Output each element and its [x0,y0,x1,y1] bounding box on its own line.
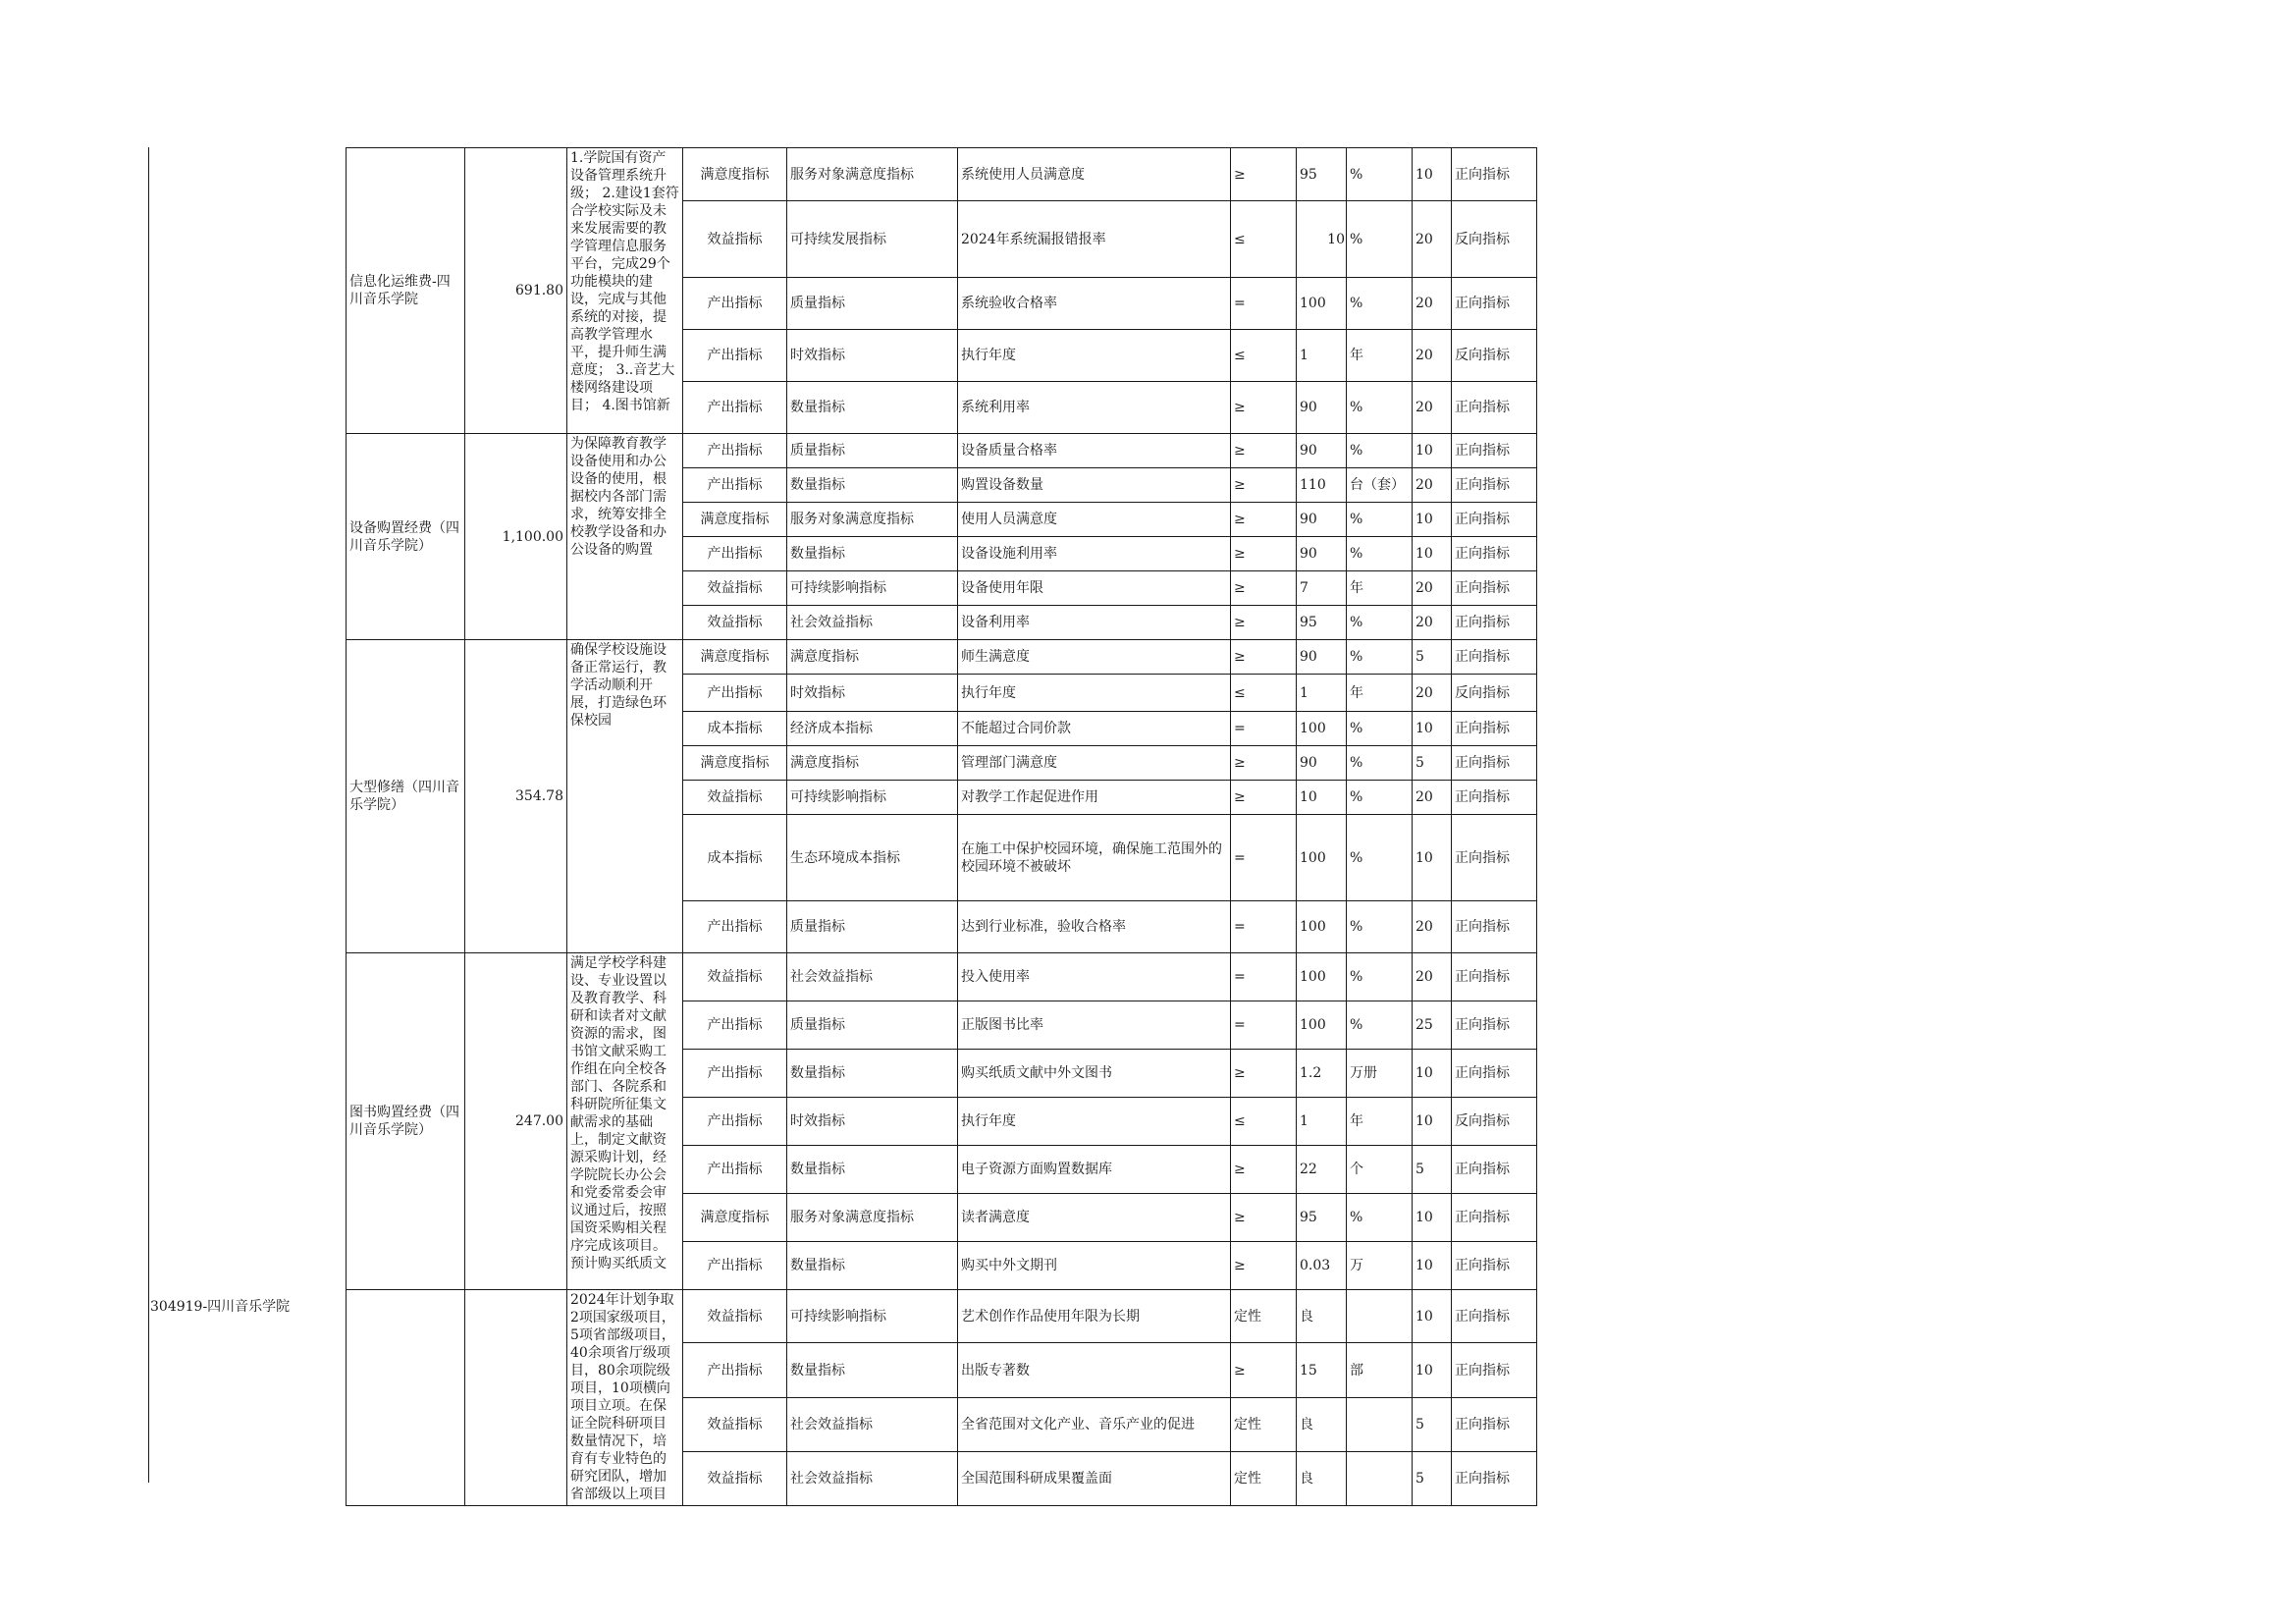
indicator-level1-cell: 效益指标 [683,1290,787,1343]
indicator-level1-cell: 满意度指标 [683,640,787,675]
indicator-operator-cell: ≥ [1231,434,1297,468]
indicator-value-cell: 100 [1297,712,1347,746]
indicator-level3-cell: 系统利用率 [958,382,1231,434]
indicator-unit-cell: % [1347,781,1413,815]
project-goal-text: 满足学校学科建设、专业设置以及教育教学、科研和读者对文献资源的需求，图书馆文献采购工作组在向全校各部门、各院系和科研院所征集文献需求的基础上，制定文献资源采购计划，经学院院长办公会和党委常委会审议通过后，按照国资采购相关程序完成该项目。预计购买纸质文 [570,954,667,1271]
indicator-level2-cell: 质量指标 [787,1001,958,1050]
indicator-operator-cell: ≤ [1231,1098,1297,1146]
indicator-level3-cell: 设备使用年限 [958,571,1231,606]
indicator-value-cell: 90 [1297,434,1347,468]
unit-name: 304919-四川音乐学院 [150,1299,291,1315]
indicator-unit-cell: 年 [1347,675,1413,712]
indicator-unit-cell: % [1347,815,1413,901]
indicator-level2-cell: 数量指标 [787,1146,958,1194]
indicator-weight-cell: 20 [1413,571,1452,606]
indicator-level2-cell: 数量指标 [787,382,958,434]
indicator-unit-cell: % [1347,712,1413,746]
indicator-operator-cell: ≥ [1231,1242,1297,1290]
indicator-weight-cell: 20 [1413,278,1452,330]
indicator-level1-cell: 满意度指标 [683,1194,787,1242]
indicator-operator-cell: ≥ [1231,746,1297,781]
indicator-level1-cell: 产出指标 [683,1001,787,1050]
indicator-level1-cell: 成本指标 [683,815,787,901]
indicator-value-cell: 7 [1297,571,1347,606]
indicator-value-cell: 良 [1297,1452,1347,1506]
indicator-weight-cell: 5 [1413,640,1452,675]
indicator-operator-cell: ≥ [1231,640,1297,675]
indicator-level2-cell: 可持续影响指标 [787,1290,958,1343]
indicator-unit-cell: % [1347,901,1413,953]
indicator-weight-cell: 5 [1413,1146,1452,1194]
indicator-level3-cell: 执行年度 [958,1098,1231,1146]
indicator-operator-cell: ≥ [1231,503,1297,537]
table-row [347,953,1537,1001]
indicator-direction-cell: 正向指标 [1452,640,1537,675]
indicator-direction-cell: 正向指标 [1452,1050,1537,1098]
indicator-unit-cell: % [1347,1194,1413,1242]
indicator-value-cell: 110 [1297,468,1347,503]
indicator-level3-cell: 购买纸质文献中外文图书 [958,1050,1231,1098]
indicator-operator-cell: ≥ [1231,1194,1297,1242]
indicator-direction-cell: 正向指标 [1452,1242,1537,1290]
indicator-unit-cell: % [1347,148,1413,201]
indicator-value-cell: 15 [1297,1343,1347,1398]
indicator-value-cell: 100 [1297,953,1347,1001]
project-goal-text: 1.学院国有资产设备管理系统升级； 2.建设1套符合学校实际及未来发展需要的教学管理信息服务平台，完成29个功能模块的建设，完成与其他系统的对接，提高教学管理水平，提升师生满意度； 3..音艺大楼网络建设项目； 4.图书馆新 [570,149,679,413]
indicator-level3-cell: 执行年度 [958,330,1231,382]
indicator-level3-cell: 出版专著数 [958,1343,1231,1398]
indicator-level3-cell: 师生满意度 [958,640,1231,675]
indicator-level3-cell: 系统使用人员满意度 [958,148,1231,201]
indicator-weight-cell: 25 [1413,1001,1452,1050]
indicator-level2-cell: 时效指标 [787,675,958,712]
indicator-level1-cell: 成本指标 [683,712,787,746]
indicator-level3-cell: 设备设施利用率 [958,537,1231,571]
indicator-operator-cell: 定性 [1231,1290,1297,1343]
indicator-weight-cell: 20 [1413,330,1452,382]
indicator-level1-cell: 产出指标 [683,537,787,571]
indicator-direction-cell: 正向指标 [1452,278,1537,330]
indicator-direction-cell: 正向指标 [1452,148,1537,201]
indicator-operator-cell: ≥ [1231,606,1297,640]
indicator-operator-cell: ≤ [1231,201,1297,278]
indicator-level1-cell: 产出指标 [683,434,787,468]
indicator-value-cell: 10 [1297,781,1347,815]
indicator-level1-cell: 产出指标 [683,1242,787,1290]
indicator-level2-cell: 数量指标 [787,468,958,503]
indicator-level3-cell: 不能超过合同价款 [958,712,1231,746]
indicator-operator-cell: ≥ [1231,1050,1297,1098]
indicator-direction-cell: 正向指标 [1452,1452,1537,1506]
indicator-level2-cell: 满意度指标 [787,640,958,675]
indicator-value-cell: 90 [1297,382,1347,434]
indicator-unit-cell: % [1347,1001,1413,1050]
indicator-level2-cell: 数量指标 [787,537,958,571]
performance-indicator-table [346,147,1537,1506]
indicator-weight-cell: 10 [1413,1290,1452,1343]
indicator-value-cell: 100 [1297,815,1347,901]
indicator-level3-cell: 艺术创作作品使用年限为长期 [958,1290,1231,1343]
project-goal-cell [567,434,683,640]
indicator-level1-cell: 产出指标 [683,675,787,712]
indicator-value-cell: 95 [1297,148,1347,201]
indicator-value-cell: 1.2 [1297,1050,1347,1098]
indicator-weight-cell: 20 [1413,468,1452,503]
indicator-direction-cell: 正向指标 [1452,781,1537,815]
indicator-unit-cell: % [1347,382,1413,434]
project-goal-cell [567,148,683,434]
indicator-level3-cell: 对教学工作起促进作用 [958,781,1231,815]
project-amount-cell [465,1290,567,1506]
indicator-weight-cell: 20 [1413,675,1452,712]
indicator-value-cell: 90 [1297,746,1347,781]
indicator-value-cell: 良 [1297,1290,1347,1343]
indicator-direction-cell: 正向指标 [1452,1398,1537,1452]
indicator-weight-cell: 10 [1413,712,1452,746]
indicator-weight-cell: 20 [1413,201,1452,278]
indicator-level3-cell: 管理部门满意度 [958,746,1231,781]
indicator-unit-cell: % [1347,640,1413,675]
indicator-direction-cell: 反向指标 [1452,330,1537,382]
indicator-weight-cell: 10 [1413,1343,1452,1398]
indicator-level3-cell: 购买中外文期刊 [958,1242,1231,1290]
indicator-value-cell: 良 [1297,1398,1347,1452]
indicator-level3-cell: 达到行业标准，验收合格率 [958,901,1231,953]
indicator-unit-cell: % [1347,201,1413,278]
indicator-level3-cell: 设备质量合格率 [958,434,1231,468]
project-goal-cell [567,953,683,1290]
indicator-weight-cell: 20 [1413,382,1452,434]
indicator-operator-cell: ≥ [1231,781,1297,815]
indicator-direction-cell: 反向指标 [1452,1098,1537,1146]
indicator-level2-cell: 时效指标 [787,330,958,382]
indicator-unit-cell: 万册 [1347,1050,1413,1098]
indicator-weight-cell: 20 [1413,901,1452,953]
indicator-value-cell: 100 [1297,1001,1347,1050]
indicator-weight-cell: 20 [1413,953,1452,1001]
indicator-unit-cell: 年 [1347,571,1413,606]
indicator-direction-cell: 反向指标 [1452,201,1537,278]
indicator-weight-cell: 20 [1413,606,1452,640]
indicator-weight-cell: 5 [1413,1398,1452,1452]
indicator-level3-cell: 全省范围对文化产业、音乐产业的促进 [958,1398,1231,1452]
indicator-weight-cell: 10 [1413,815,1452,901]
indicator-value-cell: 100 [1297,278,1347,330]
indicator-operator-cell: = [1231,712,1297,746]
indicator-value-cell: 1 [1297,1098,1347,1146]
indicator-level1-cell: 效益指标 [683,606,787,640]
indicator-level2-cell: 数量指标 [787,1343,958,1398]
indicator-weight-cell: 10 [1413,148,1452,201]
indicator-direction-cell: 正向指标 [1452,712,1537,746]
project-name-cell [347,1290,465,1506]
indicator-level2-cell: 社会效益指标 [787,1452,958,1506]
indicator-weight-cell: 10 [1413,1242,1452,1290]
indicator-level2-cell: 可持续发展指标 [787,201,958,278]
indicator-level2-cell: 质量指标 [787,278,958,330]
project-goal-text: 确保学校设施设备正常运行，教学活动顺利开展，打造绿色环保校园 [570,641,667,729]
indicator-unit-cell: 台（套） [1347,468,1413,503]
indicator-level2-cell: 质量指标 [787,434,958,468]
indicator-level3-cell: 系统验收合格率 [958,278,1231,330]
indicator-level1-cell: 产出指标 [683,330,787,382]
indicator-direction-cell: 正向指标 [1452,606,1537,640]
indicator-direction-cell: 正向指标 [1452,382,1537,434]
indicator-level3-cell: 投入使用率 [958,953,1231,1001]
indicator-unit-cell [1347,1398,1413,1452]
indicator-level2-cell: 社会效益指标 [787,1398,958,1452]
indicator-level3-cell: 电子资源方面购置数据库 [958,1146,1231,1194]
indicator-weight-cell: 10 [1413,537,1452,571]
indicator-level1-cell: 效益指标 [683,1398,787,1452]
indicator-level3-cell: 2024年系统漏报错报率 [958,201,1231,278]
indicator-direction-cell: 正向指标 [1452,1343,1537,1398]
indicator-level1-cell: 满意度指标 [683,503,787,537]
indicator-level1-cell: 产出指标 [683,1098,787,1146]
indicator-level2-cell: 可持续影响指标 [787,571,958,606]
indicator-operator-cell: ≥ [1231,148,1297,201]
indicator-direction-cell: 正向指标 [1452,746,1537,781]
indicator-unit-cell [1347,1290,1413,1343]
indicator-direction-cell: 正向指标 [1452,468,1537,503]
project-amount-cell: 354.78 [465,640,567,953]
indicator-unit-cell: 部 [1347,1343,1413,1398]
indicator-level2-cell: 可持续影响指标 [787,781,958,815]
indicator-unit-cell: % [1347,434,1413,468]
indicator-level1-cell: 效益指标 [683,781,787,815]
indicator-unit-cell: % [1347,537,1413,571]
table-row [347,1290,1537,1343]
indicator-direction-cell: 反向指标 [1452,675,1537,712]
project-amount-cell: 691.80 [465,148,567,434]
indicator-operator-cell: ≤ [1231,675,1297,712]
indicator-level1-cell: 产出指标 [683,382,787,434]
indicator-value-cell: 1 [1297,675,1347,712]
indicator-level2-cell: 生态环境成本指标 [787,815,958,901]
indicator-direction-cell: 正向指标 [1452,537,1537,571]
indicator-level2-cell: 数量指标 [787,1242,958,1290]
indicator-level2-cell: 满意度指标 [787,746,958,781]
indicator-operator-cell: ≥ [1231,1343,1297,1398]
indicator-unit-cell: 个 [1347,1146,1413,1194]
indicator-direction-cell: 正向指标 [1452,1146,1537,1194]
indicator-operator-cell: ≥ [1231,468,1297,503]
indicator-operator-cell: = [1231,278,1297,330]
indicator-weight-cell: 5 [1413,746,1452,781]
indicator-direction-cell: 正向指标 [1452,434,1537,468]
indicator-level2-cell: 社会效益指标 [787,606,958,640]
indicator-level2-cell: 服务对象满意度指标 [787,148,958,201]
indicator-level2-cell: 服务对象满意度指标 [787,503,958,537]
project-amount-cell: 1,100.00 [465,434,567,640]
indicator-unit-cell: 年 [1347,330,1413,382]
table-row [347,640,1537,675]
indicator-operator-cell: ≥ [1231,537,1297,571]
table-row [347,148,1537,201]
project-goal-cell [567,1290,683,1506]
indicator-value-cell: 22 [1297,1146,1347,1194]
indicator-weight-cell: 10 [1413,1050,1452,1098]
indicator-level3-cell: 读者满意度 [958,1194,1231,1242]
indicator-value-cell: 1 [1297,330,1347,382]
indicator-level1-cell: 产出指标 [683,1050,787,1098]
indicator-value-cell: 90 [1297,503,1347,537]
project-goal-cell [567,640,683,953]
indicator-level1-cell: 效益指标 [683,953,787,1001]
indicator-direction-cell: 正向指标 [1452,901,1537,953]
indicator-unit-cell: 年 [1347,1098,1413,1146]
indicator-value-cell: 90 [1297,640,1347,675]
project-name-cell: 信息化运维费-四川音乐学院 [347,148,465,434]
indicator-operator-cell: = [1231,901,1297,953]
indicator-weight-cell: 10 [1413,434,1452,468]
indicator-level3-cell: 使用人员满意度 [958,503,1231,537]
unit-column-rule [148,147,149,1483]
indicator-unit-cell: % [1347,953,1413,1001]
indicator-weight-cell: 10 [1413,503,1452,537]
indicator-level1-cell: 效益指标 [683,1452,787,1506]
indicator-direction-cell: 正向指标 [1452,1290,1537,1343]
indicator-direction-cell: 正向指标 [1452,953,1537,1001]
indicator-unit-cell: % [1347,503,1413,537]
indicator-level1-cell: 产出指标 [683,468,787,503]
indicator-level1-cell: 效益指标 [683,201,787,278]
indicator-level2-cell: 数量指标 [787,1050,958,1098]
indicator-level1-cell: 产出指标 [683,901,787,953]
indicator-operator-cell: = [1231,1001,1297,1050]
indicator-operator-cell: ≥ [1231,571,1297,606]
indicator-operator-cell: 定性 [1231,1398,1297,1452]
indicator-level2-cell: 时效指标 [787,1098,958,1146]
project-amount-cell: 247.00 [465,953,567,1290]
indicator-value-cell: 100 [1297,901,1347,953]
indicator-level1-cell: 产出指标 [683,1343,787,1398]
indicator-direction-cell: 正向指标 [1452,1194,1537,1242]
indicator-unit-cell [1347,1452,1413,1506]
indicator-weight-cell: 5 [1413,1452,1452,1506]
indicator-operator-cell: = [1231,953,1297,1001]
indicator-weight-cell: 10 [1413,1194,1452,1242]
project-name-cell: 大型修缮（四川音乐学院） [347,640,465,953]
project-goal-text: 为保障教育教学设备使用和办公设备的使用，根据校内各部门需求，统筹安排全校教学设备和办公设备的购置 [570,435,667,558]
indicator-level1-cell: 满意度指标 [683,148,787,201]
indicator-operator-cell: ≥ [1231,1146,1297,1194]
indicator-level1-cell: 效益指标 [683,571,787,606]
indicator-level3-cell: 执行年度 [958,675,1231,712]
indicator-unit-cell: % [1347,746,1413,781]
indicator-direction-cell: 正向指标 [1452,503,1537,537]
indicator-level2-cell: 经济成本指标 [787,712,958,746]
indicator-unit-cell: % [1347,278,1413,330]
indicator-weight-cell: 10 [1413,1098,1452,1146]
indicator-unit-cell: 万 [1347,1242,1413,1290]
indicator-level2-cell: 质量指标 [787,901,958,953]
indicator-direction-cell: 正向指标 [1452,815,1537,901]
indicator-level3-cell: 设备利用率 [958,606,1231,640]
project-name-cell: 设备购置经费（四川音乐学院） [347,434,465,640]
indicator-operator-cell: ≤ [1231,330,1297,382]
indicator-level1-cell: 产出指标 [683,278,787,330]
indicator-value-cell: 90 [1297,537,1347,571]
indicator-operator-cell: = [1231,815,1297,901]
indicator-value-cell: 10 [1297,201,1347,278]
indicator-operator-cell: ≥ [1231,382,1297,434]
indicator-value-cell: 0.03 [1297,1242,1347,1290]
table-row [347,434,1537,468]
indicator-level3-cell: 正版图书比率 [958,1001,1231,1050]
indicator-direction-cell: 正向指标 [1452,571,1537,606]
indicator-unit-cell: % [1347,606,1413,640]
indicator-level1-cell: 满意度指标 [683,746,787,781]
indicator-level1-cell: 产出指标 [683,1146,787,1194]
project-goal-text: 2024年计划争取2项国家级项目，5项省部级项目，40余项省厅级项目，80余项院级项目，10项横向项目立项。在保证全院科研项目数量情况下，培育有专业特色的研究团队，增加省部级以上项目 [570,1291,675,1502]
indicator-value-cell: 95 [1297,606,1347,640]
indicator-level2-cell: 社会效益指标 [787,953,958,1001]
project-name-cell: 图书购置经费（四川音乐学院） [347,953,465,1290]
indicator-operator-cell: 定性 [1231,1452,1297,1506]
indicator-level2-cell: 服务对象满意度指标 [787,1194,958,1242]
indicator-level3-cell: 全国范围科研成果覆盖面 [958,1452,1231,1506]
indicator-level3-cell: 购置设备数量 [958,468,1231,503]
indicator-direction-cell: 正向指标 [1452,1001,1537,1050]
indicator-weight-cell: 20 [1413,781,1452,815]
indicator-level3-cell: 在施工中保护校园环境，确保施工范围外的校园环境不被破坏 [958,815,1231,901]
indicator-value-cell: 95 [1297,1194,1347,1242]
